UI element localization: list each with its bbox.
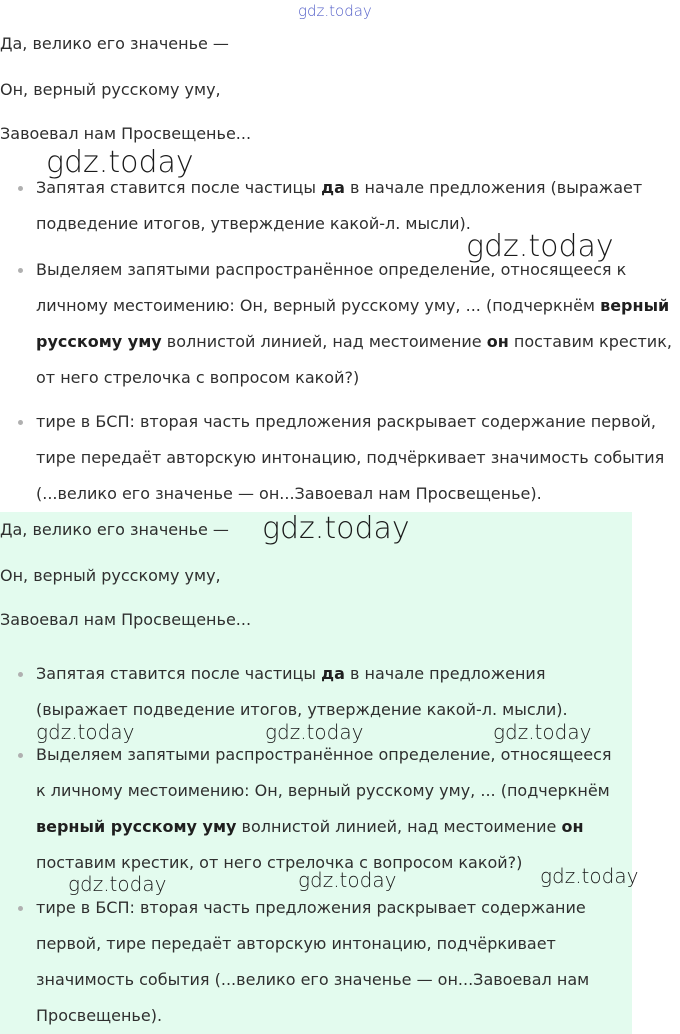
list-item-text: значимость события (...велико его значенье — он...Завоевал нам [36, 970, 590, 989]
watermark: gdz.today [68, 872, 167, 896]
answer-panel [0, 512, 632, 1034]
bullet-dot [18, 268, 23, 273]
bullet-dot [18, 186, 23, 191]
bullet-dot [18, 672, 23, 677]
watermark: gdz.today [46, 145, 194, 180]
list-item-text: от него стрелочка с вопросом какой?) [36, 368, 360, 387]
list-item-text: к личному местоимению: Он, верный русскому уму, ... (подчеркнём [36, 781, 610, 800]
list-item-text: первой, тире передаёт авторскую интонацию, подчёркивает [36, 934, 556, 953]
watermark: gdz.today [265, 720, 364, 744]
list-item-text: верный русскому уму волнистой линией, над местоимение он [36, 817, 584, 836]
watermark: gdz.today [36, 720, 135, 744]
poem-line-2: Он, верный русскому уму, [0, 80, 221, 99]
bullet-dot [18, 906, 23, 911]
list-item-text: подведение итогов, утверждение какой-л. мысли). [36, 214, 471, 233]
watermark-top: gdz.today [298, 2, 372, 20]
poem-line-1: Да, велико его значенье — [0, 520, 229, 539]
poem-line-3: Завоевал нам Просвещенье... [0, 610, 252, 629]
list-item-text: Запятая ставится после частицы да в начале предложения [36, 664, 546, 683]
watermark: gdz.today [493, 720, 592, 744]
list-item-text: тире в БСП: вторая часть предложения раскрывает содержание [36, 898, 586, 917]
watermark: gdz.today [262, 511, 410, 546]
list-item-text: Просвещенье). [36, 1006, 163, 1025]
list-item-text: личному местоимению: Он, верный русскому уму, ... (подчеркнём верный [36, 296, 670, 315]
list-item-text: русскому уму волнистой линией, над местоимение он поставим крестик, [36, 332, 672, 351]
bullet-dot [18, 420, 23, 425]
poem-line-3: Завоевал нам Просвещенье... [0, 124, 252, 143]
list-item-text: Выделяем запятыми распространённое определение, относящееся [36, 745, 612, 764]
list-item-text: Запятая ставится после частицы да в начале предложения (выражает [36, 178, 643, 197]
list-item-text: (...велико его значенье — он...Завоевал нам Просвещенье). [36, 484, 542, 503]
list-item-text: (выражает подведение итогов, утверждение какой-л. мысли). [36, 700, 568, 719]
list-item-text: Выделяем запятыми распространённое определение, относящееся к [36, 260, 627, 279]
watermark: gdz.today [298, 868, 397, 892]
list-item-text: тире передаёт авторскую интонацию, подчёркивает значимость события [36, 448, 665, 467]
poem-line-2: Он, верный русскому уму, [0, 566, 221, 585]
poem-line-1: Да, велико его значенье — [0, 34, 229, 53]
watermark: gdz.today [540, 864, 639, 888]
bullet-dot [18, 753, 23, 758]
list-item-text: поставим крестик, от него стрелочка с вопросом какой?) [36, 853, 523, 872]
list-item-text: тире в БСП: вторая часть предложения раскрывает содержание первой, [36, 412, 656, 431]
watermark: gdz.today [466, 229, 614, 264]
